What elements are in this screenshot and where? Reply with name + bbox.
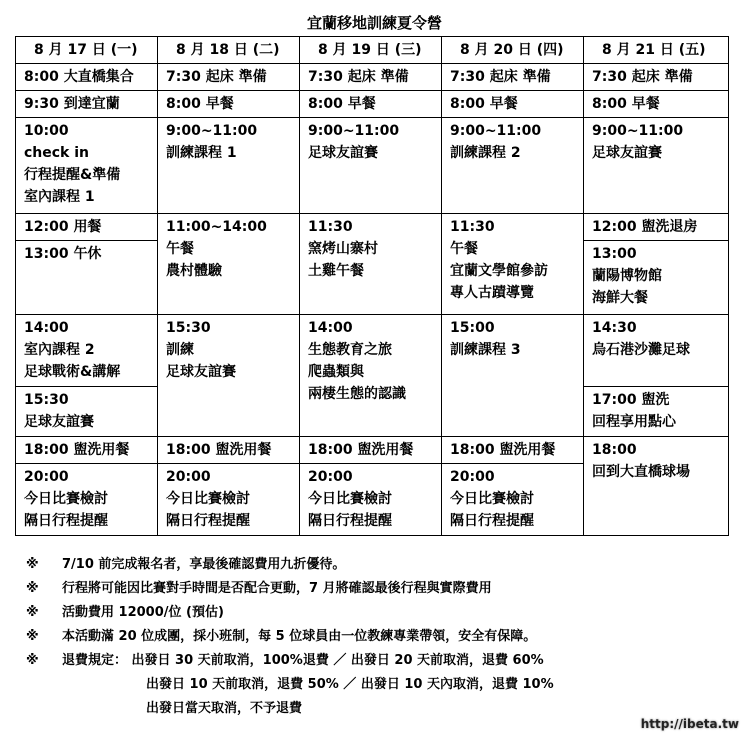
cell-line: 9:00~11:00 bbox=[166, 123, 258, 139]
cell-line: 訓練課程 2 bbox=[450, 145, 521, 161]
schedule-cell: 7:30 起床 準備 bbox=[300, 64, 442, 91]
cell-line: 15:30 bbox=[166, 320, 211, 336]
note-item bbox=[26, 697, 554, 721]
cell-line: 土雞午餐 bbox=[308, 263, 364, 279]
schedule-cell: 8:00 早餐 bbox=[442, 91, 584, 118]
cell-line: 午餐 bbox=[450, 241, 478, 257]
cell-line: 13:00 bbox=[592, 246, 637, 262]
schedule-cell bbox=[442, 464, 584, 536]
schedule-cell bbox=[442, 118, 584, 214]
cell-line: 9:00~11:00 bbox=[308, 123, 400, 139]
schedule-cell: 9:30 到達宜蘭 bbox=[16, 91, 158, 118]
cell-line: 訓練 bbox=[166, 342, 194, 358]
note-item bbox=[26, 625, 554, 649]
cell-line: 足球友誼賽 bbox=[308, 145, 378, 161]
day-header: 8 月 19 日 (三) bbox=[300, 37, 442, 64]
cell-line: 專人古蹟導覽 bbox=[450, 285, 534, 301]
schedule-cell: 7:30 起床 準備 bbox=[584, 64, 729, 91]
schedule-cell: 8:00 大直橋集合 bbox=[16, 64, 158, 91]
cell-line: 室內課程 1 bbox=[24, 189, 95, 205]
cell-line: 20:00 bbox=[308, 469, 353, 485]
schedule-cell bbox=[300, 315, 442, 437]
schedule-cell bbox=[584, 315, 729, 387]
day-header: 8 月 21 日 (五) bbox=[584, 37, 729, 64]
schedule-cell: 7:30 起床 準備 bbox=[442, 64, 584, 91]
schedule-cell bbox=[584, 118, 729, 214]
cell-line: 足球戰術&講解 bbox=[24, 364, 121, 380]
note-item bbox=[26, 577, 554, 601]
watermark: http://ibeta.tw bbox=[640, 717, 739, 731]
note-text: 活動費用 12000/位 (預估) bbox=[62, 605, 224, 620]
schedule-cell: 13:00 午休 bbox=[16, 241, 158, 315]
note-mark: ※ bbox=[26, 653, 39, 668]
schedule-cell: 18:00 盥洗用餐 bbox=[16, 437, 158, 464]
cell-line: 14:00 bbox=[308, 320, 353, 336]
schedule-cell: 12:00 用餐 bbox=[16, 214, 158, 241]
refund-policy-text: 出發日 10 天前取消，退費 50% ／ 出發日 10 天內取消，退費 10% bbox=[146, 677, 554, 692]
cell-line: 今日比賽檢討 bbox=[166, 491, 250, 507]
cell-line: 14:00 bbox=[24, 320, 69, 336]
cell-line: 生態教育之旅 bbox=[308, 342, 392, 358]
cell-line: 農村體驗 bbox=[166, 263, 222, 279]
cell-line: 窯烤山寨村 bbox=[308, 241, 378, 257]
cell-line: 15:00 bbox=[450, 320, 495, 336]
schedule-cell: 12:00 盥洗退房 bbox=[584, 214, 729, 241]
schedule-cell: 18:00 盥洗用餐 bbox=[300, 437, 442, 464]
refund-policy-text: 出發日當天取消，不予退費 bbox=[146, 701, 303, 716]
cell-line: check in bbox=[24, 145, 90, 161]
cell-line: 隔日行程提醒 bbox=[308, 513, 392, 529]
schedule-cell bbox=[584, 241, 729, 315]
cell-line: 隔日行程提醒 bbox=[450, 513, 534, 529]
note-mark: ※ bbox=[26, 557, 39, 572]
schedule-cell: 8:00 早餐 bbox=[300, 91, 442, 118]
cell-line: 17:00 盥洗 bbox=[592, 392, 670, 408]
cell-line: 蘭陽博物館 bbox=[592, 268, 662, 284]
note-text: 7/10 前完成報名者，享最後確認費用九折優待。 bbox=[62, 557, 346, 572]
schedule-cell: 18:00 盥洗用餐 bbox=[158, 437, 300, 464]
day-header: 8 月 17 日 (一) bbox=[16, 37, 158, 64]
note-item bbox=[26, 601, 554, 625]
cell-line: 足球友誼賽 bbox=[166, 364, 236, 380]
schedule-cell bbox=[16, 118, 158, 214]
cell-line: 回到大直橋球場 bbox=[592, 464, 690, 480]
schedule-cell bbox=[300, 214, 442, 315]
schedule-cell bbox=[16, 315, 158, 387]
cell-line: 11:30 bbox=[450, 219, 495, 235]
schedule-cell bbox=[158, 214, 300, 315]
day-header: 8 月 20 日 (四) bbox=[442, 37, 584, 64]
cell-line: 20:00 bbox=[24, 469, 69, 485]
cell-line: 訓練課程 3 bbox=[450, 342, 521, 358]
cell-line: 今日比賽檢討 bbox=[308, 491, 392, 507]
refund-policy-text: 退費規定： 出發日 30 天前取消，100%退費 ／ 出發日 20 天前取消，退費 60% bbox=[62, 653, 544, 668]
cell-line: 午餐 bbox=[166, 241, 194, 257]
cell-line: 11:00~14:00 bbox=[166, 219, 267, 235]
cell-line: 隔日行程提醒 bbox=[166, 513, 250, 529]
schedule-cell: 7:30 起床 準備 bbox=[158, 64, 300, 91]
schedule-cell: 8:00 早餐 bbox=[584, 91, 729, 118]
notes-section bbox=[26, 553, 554, 721]
cell-line: 爬蟲類與 bbox=[308, 364, 364, 380]
cell-line: 海鮮大餐 bbox=[592, 290, 648, 306]
schedule-cell bbox=[584, 387, 729, 437]
page-title: 宜蘭移地訓練夏令營 bbox=[306, 14, 442, 32]
cell-line: 20:00 bbox=[450, 469, 495, 485]
cell-line: 11:30 bbox=[308, 219, 353, 235]
cell-line: 訓練課程 1 bbox=[166, 145, 237, 161]
note-item bbox=[26, 673, 554, 697]
cell-line: 室內課程 2 bbox=[24, 342, 95, 358]
cell-line: 足球友誼賽 bbox=[592, 145, 662, 161]
schedule-cell bbox=[300, 118, 442, 214]
schedule-cell bbox=[16, 387, 158, 437]
day-header: 8 月 18 日 (二) bbox=[158, 37, 300, 64]
schedule-cell bbox=[442, 315, 584, 437]
schedule-cell bbox=[158, 315, 300, 437]
note-mark: ※ bbox=[26, 581, 39, 596]
note-mark: ※ bbox=[26, 629, 39, 644]
schedule-cell bbox=[158, 464, 300, 536]
cell-line: 9:00~11:00 bbox=[450, 123, 542, 139]
cell-line: 今日比賽檢討 bbox=[450, 491, 534, 507]
schedule-cell bbox=[158, 118, 300, 214]
cell-line: 9:00~11:00 bbox=[592, 123, 684, 139]
note-mark: ※ bbox=[26, 605, 39, 620]
cell-line: 18:00 bbox=[592, 442, 637, 458]
schedule-cell bbox=[300, 464, 442, 536]
note-item bbox=[26, 649, 554, 673]
cell-line: 隔日行程提醒 bbox=[24, 513, 108, 529]
cell-line: 行程提醒&準備 bbox=[24, 167, 121, 183]
cell-line: 兩棲生態的認識 bbox=[308, 386, 406, 402]
cell-line: 烏石港沙灘足球 bbox=[592, 342, 690, 358]
cell-line: 15:30 bbox=[24, 392, 69, 408]
cell-line: 10:00 bbox=[24, 123, 69, 139]
cell-line: 足球友誼賽 bbox=[24, 414, 94, 430]
schedule-cell: 18:00 盥洗用餐 bbox=[442, 437, 584, 464]
note-text: 本活動滿 20 位成團，採小班制，每 5 位球員由一位教練專業帶領，安全有保障。 bbox=[62, 629, 537, 644]
schedule-cell bbox=[16, 464, 158, 536]
cell-line: 回程享用點心 bbox=[592, 414, 676, 430]
cell-line: 14:30 bbox=[592, 320, 637, 336]
schedule-cell: 8:00 早餐 bbox=[158, 91, 300, 118]
note-text: 行程將可能因比賽對手時間是否配合更動，7 月將確認最後行程與實際費用 bbox=[62, 581, 492, 596]
note-item bbox=[26, 553, 554, 577]
schedule-cell bbox=[584, 437, 729, 536]
cell-line: 今日比賽檢討 bbox=[24, 491, 108, 507]
schedule-cell bbox=[442, 214, 584, 315]
cell-line: 20:00 bbox=[166, 469, 211, 485]
schedule-table bbox=[15, 36, 729, 536]
cell-line: 宜蘭文學館參訪 bbox=[450, 263, 548, 279]
